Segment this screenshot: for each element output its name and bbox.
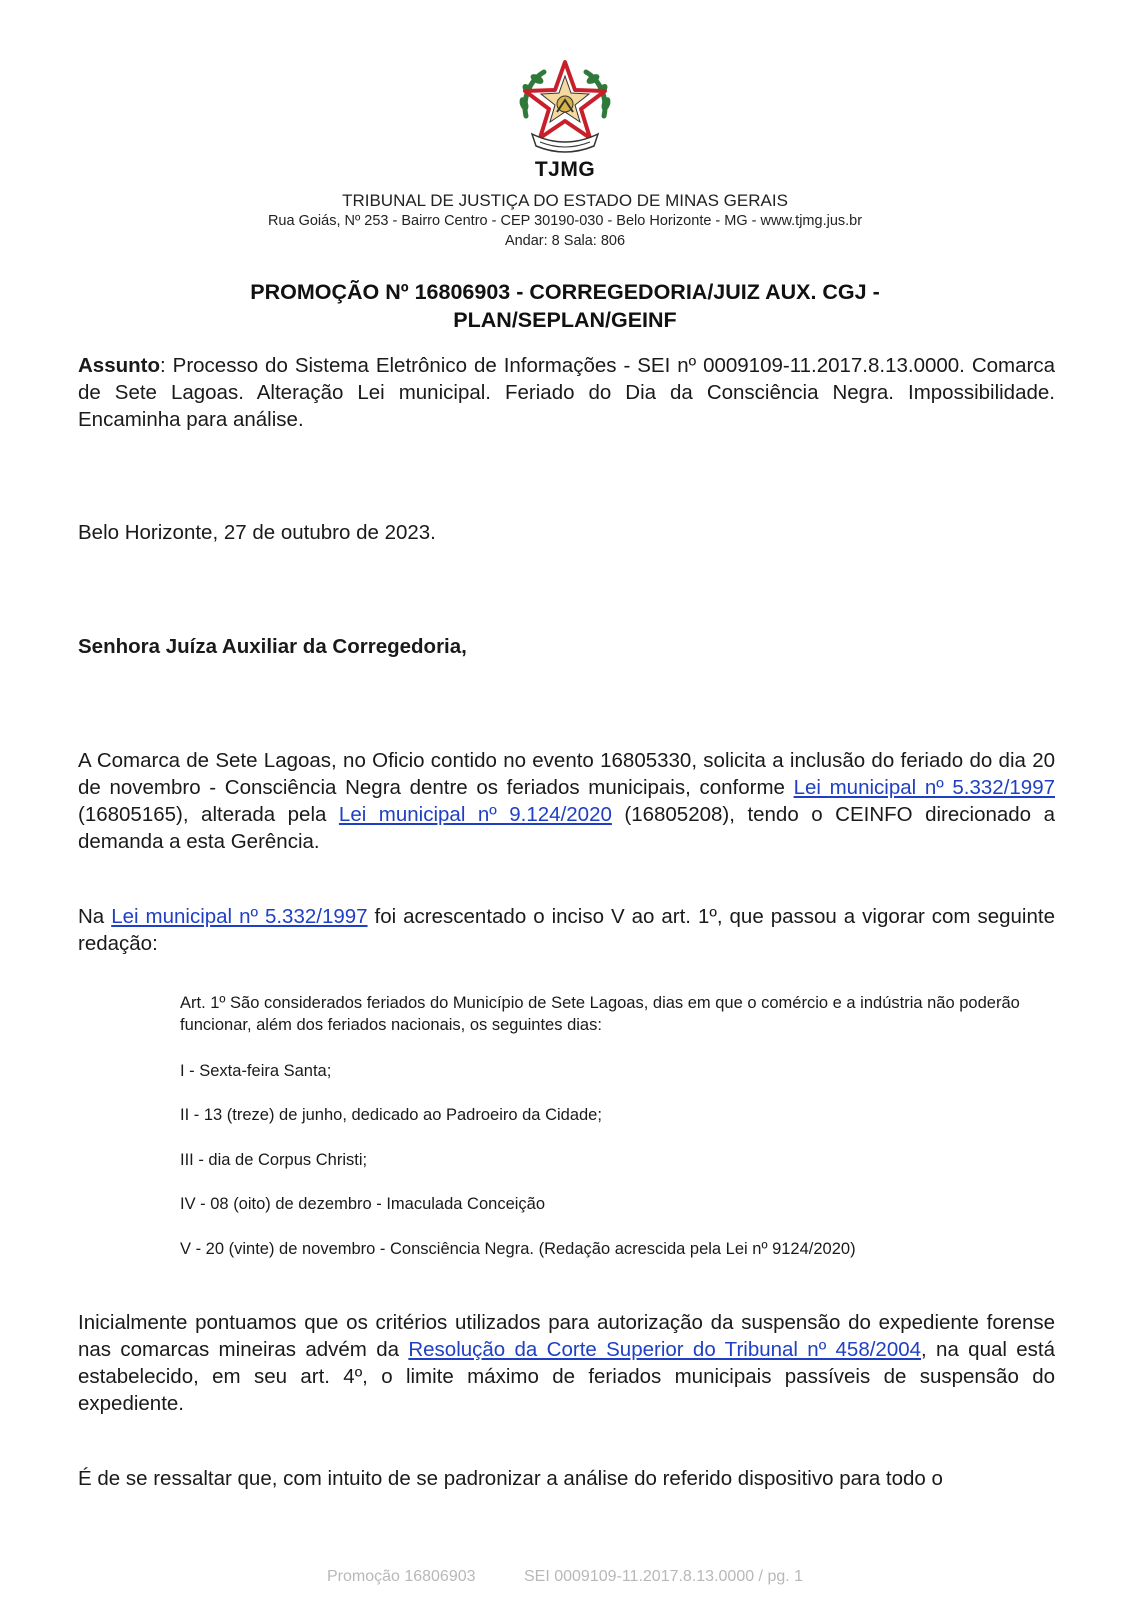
paragraph-2 — [78, 903, 1055, 957]
link-lei-5332-1997[interactable]: Lei municipal nº 5.332/1997 — [793, 776, 1055, 799]
link-lei-9124-2020[interactable]: Lei municipal nº 9.124/2020 — [338, 803, 612, 826]
footer-reference: SEI 0009109-11.2017.8.13.0000 / pg. 1 — [523, 1568, 804, 1585]
para2-text-2: foi acrescentado o inciso V ao art. 1º, que passou a vigorar com seguinte redação: — [78, 905, 1055, 955]
title-line-2: PLAN/SEPLAN/GEINF — [453, 308, 677, 332]
link-lei-5332-1997-second[interactable]: Lei municipal nº 5.332/1997 — [111, 905, 368, 928]
para2-text-1: Na — [78, 905, 112, 928]
para3-text-2: , na qual está estabelecido, em seu art. 4º, o limite máximo de feriados municipais passíveis de suspensão do expediente. — [78, 1338, 1056, 1415]
quote-item: II - 13 (treze) de junho, dedicado ao Padroeiro da Cidade; — [180, 1106, 602, 1124]
organization-floor: Andar: 8 Sala: 806 — [504, 233, 626, 249]
paragraph-4: É de se ressaltar que, com intuito de se padronizar a análise do referido dispositivo para todo o — [78, 1467, 943, 1490]
organization-name: TRIBUNAL DE JUSTIÇA DO ESTADO DE MINAS GERAIS — [342, 191, 788, 210]
para1-text-1: A Comarca de Sete Lagoas, no Oficio contido no evento 16805330, solicita a inclusão do feriado do dia 20 de novembro - Consciência Negra dentre os feriados municipais, conforme — [78, 749, 1055, 799]
quote-article: Art. 1º São considerados feriados do Município de Sete Lagoas, dias em que o comércio e a indústria não poderão funcionar, além dos feriados nacionais, os seguintes dias: — [180, 994, 1020, 1034]
subject-text: : Processo do Sistema Eletrônico de Informações - SEI nº 0009109-11.2017.8.13.0000. Comarca de Sete Lagoas. Alteração Lei municipal. Feriado do Dia da Consciência Negra. Impossibilidade. Encaminha para análise. — [78, 354, 1055, 431]
page-footer — [0, 1568, 1130, 1586]
quote-item: III - dia de Corpus Christi; — [180, 1151, 368, 1169]
quote-item: IV - 08 (oito) de dezembro - Imaculada Conceição — [180, 1195, 546, 1213]
tjmg-logo — [512, 54, 618, 180]
quote-item: I - Sexta-feira Santa; — [180, 1062, 332, 1080]
link-resolucao-458-2004[interactable]: Resolução da Corte Superior do Tribunal nº 458/2004 — [408, 1338, 922, 1361]
document-title — [150, 278, 980, 334]
paragraph-3 — [78, 1309, 1055, 1417]
logo-text: TJMG — [534, 158, 596, 181]
subject-label: Assunto — [78, 354, 160, 377]
footer-document: Promoção 16806903 — [326, 1568, 476, 1585]
subject-paragraph — [78, 352, 1055, 433]
para3-text-1: Inicialmente pontuamos que os critérios utilizados para autorização da suspensão do expediente forense nas comarcas mineiras advém da — [78, 1311, 1055, 1361]
letterhead — [0, 190, 1130, 251]
paragraph-1 — [78, 747, 1055, 855]
para1-text-2: (16805165), alterada pela — [78, 803, 339, 826]
date-line: Belo Horizonte, 27 de outubro de 2023. — [78, 521, 436, 544]
organization-address: Rua Goiás, Nº 253 - Bairro Centro - CEP 30190-030 - Belo Horizonte - MG - www.tjmg.jus.br — [267, 213, 863, 229]
salutation: Senhora Juíza Auxiliar da Corregedoria, — [78, 635, 467, 658]
title-line-1: PROMOÇÃO Nº 16806903 - CORREGEDORIA/JUIZ AUX. CGJ - — [250, 280, 880, 304]
coat-of-arms-icon — [512, 54, 618, 160]
quote-item: V - 20 (vinte) de novembro - Consciência Negra. (Redação acrescida pela Lei nº 9124/2020) — [180, 1240, 856, 1258]
para1-text-3: (16805208), tendo o CEINFO direcionado a demanda a esta Gerência. — [78, 803, 1055, 853]
